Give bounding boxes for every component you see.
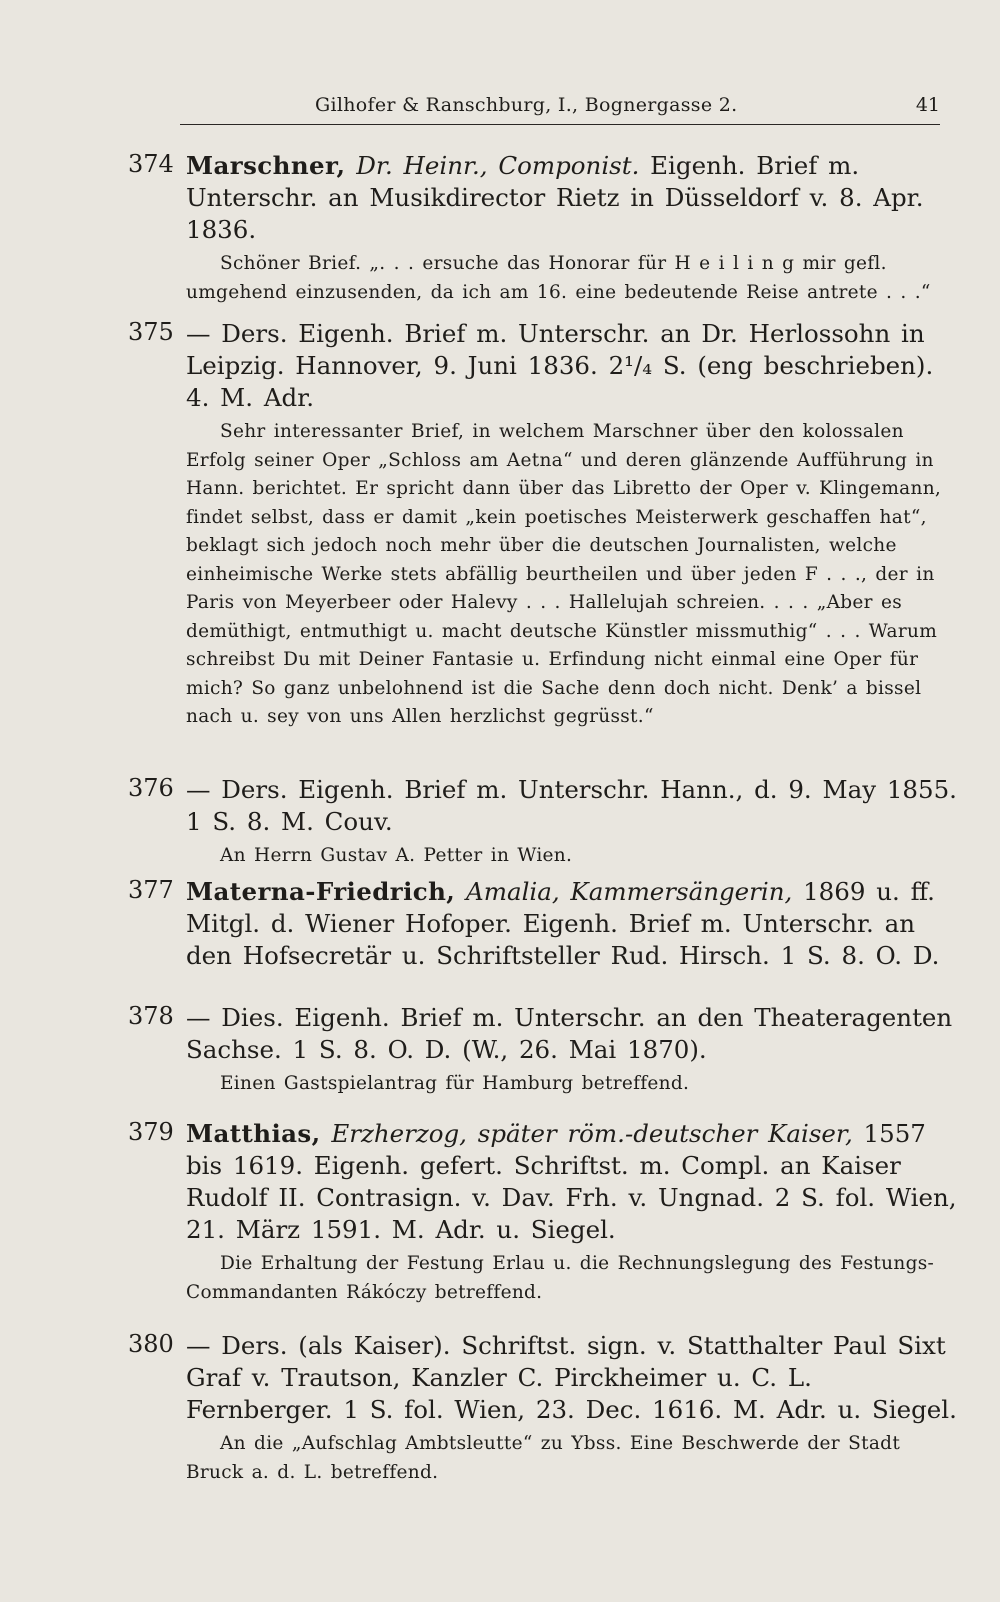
header-text: Gilhofer & Ranschburg, I., Bognergasse 2.	[315, 94, 738, 116]
catalogue-entry-379	[128, 1118, 958, 1307]
catalogue-entry-375	[128, 318, 958, 732]
entry-title: Dr. Heinr., Componist.	[356, 151, 640, 180]
entry-number: 375	[128, 318, 174, 346]
entry-name: Materna-Friedrich,	[186, 877, 456, 906]
entry-name: Matthias,	[186, 1119, 321, 1148]
running-header	[180, 92, 940, 125]
catalogue-entry-378	[128, 1002, 958, 1099]
entry-text	[186, 1118, 958, 1246]
entry-note: Schöner Brief. „. . . ersuche das Honorar für H e i l i n g mir gefl. umgehend einzusenden, da ich am 16. eine bedeutende Reise antrete . . .“	[186, 253, 931, 303]
page-number: 41	[915, 94, 940, 116]
entry-number: 377	[128, 876, 174, 904]
catalogue-entry-377	[128, 876, 958, 972]
entry-number: 374	[128, 150, 174, 178]
entry-name: Marschner,	[186, 151, 346, 180]
entry-text	[186, 876, 958, 972]
entry-note: An Herrn Gustav A. Petter in Wien.	[220, 845, 573, 866]
entry-body: 1557 bis 1619. Eigenh. gefert. Schriftst. m. Compl. an Kaiser Rudolf II. Contrasign. v. Dav. Frh. v. Ungnad. 2 S. fol. Wien, 21. März 1591. M. Adr. u. Siegel.	[186, 1119, 957, 1244]
entry-number: 378	[128, 1002, 174, 1030]
entry-note: Sehr interessanter Brief, in welchem Marschner über den kolossalen Erfolg seiner Oper „Schloss am Aetna“ und deren glänzende Aufführung in Hann. berichtet. Er spricht dann über das Libretto der Oper v. Klingemann, findet selbst, dass er damit „kein poetisches Meisterwerk geschaffen hat“, beklagt sich jedoch noch mehr über die deutschen Journalisten, welche einheimische Werke stets abfällig beurtheilen und über jeden F . . ., der in Paris von Meyerbeer oder Halevy . . . Hallelujah schreien. . . . „Aber es demüthigt, entmuthigt u. macht deutsche Künstler missmuthig“ . . . Warum schreibst Du mit Deiner Fantasie u. Erfindung nicht einmal eine Oper für mich? So ganz unbelohnend ist die Sache denn doch nicht. Denk’ a bissel nach u. sey von uns Allen herzlichst gegrüsst.“	[186, 421, 942, 727]
entry-note: Die Erhaltung der Festung Erlau u. die Rechnungslegung des Festungs-Commandanten Rákóczy betreffend.	[186, 1253, 935, 1303]
entry-note: An die „Aufschlag Ambtsleutte“ zu Ybss. Eine Beschwerde der Stadt Bruck a. d. L. betreffend.	[186, 1433, 901, 1483]
catalogue-entry-374	[128, 150, 958, 307]
entry-text: — Ders. (als Kaiser). Schriftst. sign. v. Statthalter Paul Sixt Graf v. Trautson, Kanzler C. Pirckheimer u. C. L. Fernberger. 1 S. fol. Wien, 23. Dec. 1616. M. Adr. u. Siegel.	[186, 1331, 957, 1424]
entry-body: Eigenh. Brief m. Unterschr. an Musikdirector Rietz in Düsseldorf v. 8. Apr. 1836.	[186, 151, 924, 244]
entry-note: Einen Gastspielantrag für Hamburg betreffend.	[220, 1073, 690, 1094]
entry-text	[186, 150, 958, 246]
entry-body: 1869 u. ff. Mitgl. d. Wiener Hofoper. Eigenh. Brief m. Unterschr. an den Hofsecretär u. Schriftsteller Rud. Hirsch. 1 S. 8. O. D.	[186, 877, 940, 970]
entry-title: Erzherzog, später röm.-deutscher Kaiser,	[331, 1119, 853, 1148]
entry-text: — Ders. Eigenh. Brief m. Unterschr. Hann., d. 9. May 1855. 1 S. 8. M. Couv.	[186, 775, 957, 836]
entry-title: Amalia, Kammersängerin,	[466, 877, 793, 906]
entry-number: 379	[128, 1118, 174, 1146]
catalogue-entry-376	[128, 774, 958, 871]
entry-text: — Dies. Eigenh. Brief m. Unterschr. an den Theateragenten Sachse. 1 S. 8. O. D. (W., 26. Mai 1870).	[186, 1003, 953, 1064]
catalogue-entry-380	[128, 1330, 958, 1487]
entry-number: 376	[128, 774, 174, 802]
entry-text: — Ders. Eigenh. Brief m. Unterschr. an Dr. Herlossohn in Leipzig. Hannover, 9. Juni 1836. 2¹/₄ S. (eng beschrieben). 4. M. Adr.	[186, 319, 934, 412]
entry-number: 380	[128, 1330, 174, 1358]
